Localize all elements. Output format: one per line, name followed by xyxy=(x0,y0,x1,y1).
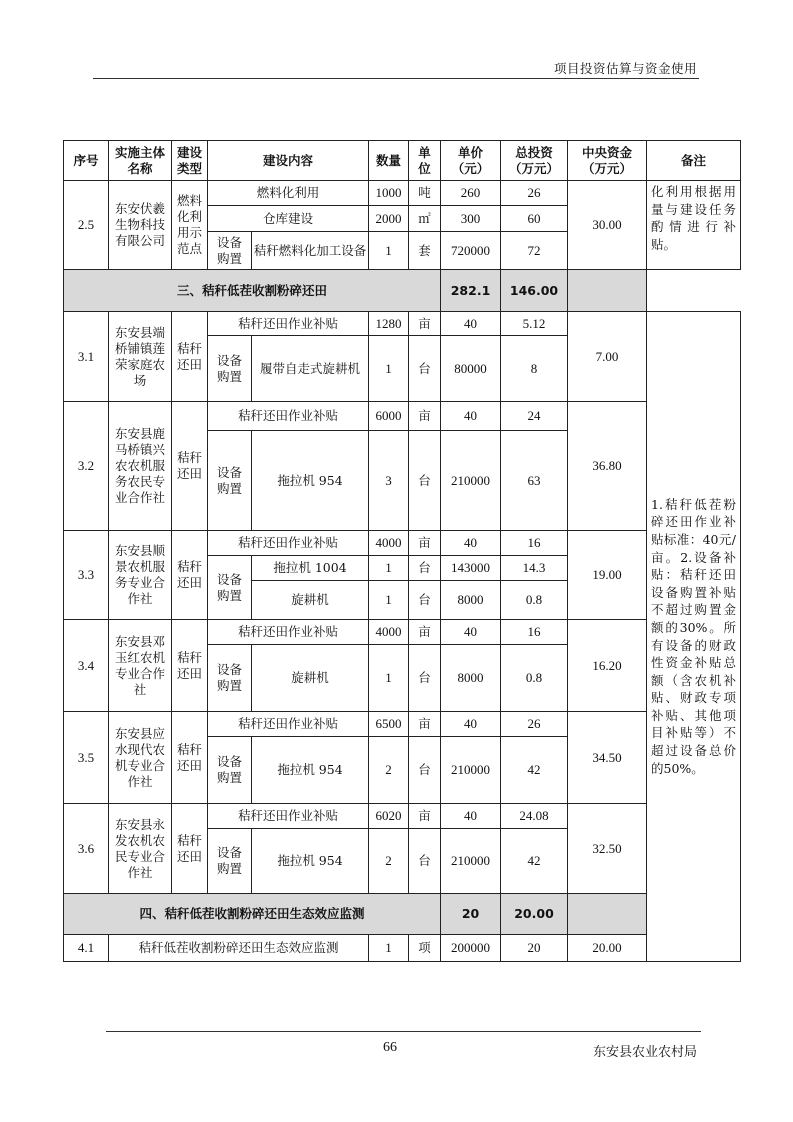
col-header-note: 备注 xyxy=(647,141,741,181)
row-total: 20 xyxy=(501,935,568,962)
row-content: 拖拉机 954 xyxy=(252,431,369,531)
row-central: 7.00 xyxy=(568,312,647,402)
row-total: 72 xyxy=(501,232,568,270)
row-price: 8000 xyxy=(441,581,501,620)
section-label: 四、秸秆低茬收割粉碎还田生态效应监测 xyxy=(64,894,441,935)
row-total: 24 xyxy=(501,402,568,431)
row-price: 40 xyxy=(441,531,501,556)
row-unit: 台 xyxy=(409,431,441,531)
col-header-type: 建设类型 xyxy=(172,141,208,181)
row-central: 34.50 xyxy=(568,712,647,804)
table-row xyxy=(64,935,741,962)
section-central: 20.00 xyxy=(501,894,568,935)
row-price: 40 xyxy=(441,402,501,431)
col-header-no: 序号 xyxy=(64,141,109,181)
row-entity: 东安县端桥铺镇莲荣家庭农场 xyxy=(109,312,172,402)
table-row xyxy=(64,620,741,645)
section-central: 146.00 xyxy=(501,270,568,312)
row-qty: 1 xyxy=(369,336,409,402)
row-price: 210000 xyxy=(441,829,501,894)
row-content: 秸秆还田作业补贴 xyxy=(208,531,369,556)
row-total: 26 xyxy=(501,181,568,206)
row-total: 16 xyxy=(501,531,568,556)
row-central: 16.20 xyxy=(568,620,647,712)
row-total: 26 xyxy=(501,712,568,737)
row-price: 8000 xyxy=(441,645,501,712)
row-price: 80000 xyxy=(441,336,501,402)
row-entity: 东安县鹿马桥镇兴农农机服务农民专业合作社 xyxy=(109,402,172,531)
row-unit: 台 xyxy=(409,581,441,620)
row-entity: 东安县永发农机农民专业合作社 xyxy=(109,804,172,894)
row-qty: 4000 xyxy=(369,531,409,556)
row-entity: 东安县应水现代农机专业合作社 xyxy=(109,712,172,804)
row-subtype: 设备购置 xyxy=(208,556,252,620)
row-unit: 亩 xyxy=(409,620,441,645)
row-no: 3.5 xyxy=(64,712,109,804)
row-subtype: 设备购置 xyxy=(208,431,252,531)
col-header-central: 中央资金（万元） xyxy=(568,141,647,181)
table-row xyxy=(64,712,741,737)
row-price: 40 xyxy=(441,312,501,336)
row-type: 秸秆还田 xyxy=(172,712,208,804)
row-no: 3.3 xyxy=(64,531,109,620)
table-row xyxy=(64,804,741,829)
row-qty: 2 xyxy=(369,737,409,804)
row-price: 300 xyxy=(441,206,501,232)
row-price: 200000 xyxy=(441,935,501,962)
row-total: 24.08 xyxy=(501,804,568,829)
row-content: 燃料化利用 xyxy=(208,181,369,206)
row-qty: 1000 xyxy=(369,181,409,206)
footer-organization: 东安县农业农村局 xyxy=(592,1045,697,1060)
row-content: 秸秆低茬收割粉碎还田生态效应监测 xyxy=(109,935,369,962)
section3-note: 1.秸秆低茬粉碎还田作业补贴标准：40元/亩。2.设备补贴：秸秆还田设备购置补贴不超过购置金额的30%。所有设备的财政性资金补贴总额（含农机补贴、财政专项补贴、其他项目补贴等）不超过设备总价的50%。 xyxy=(647,312,741,962)
row-price: 40 xyxy=(441,620,501,645)
row-price: 40 xyxy=(441,712,501,737)
row-unit: ㎡ xyxy=(409,206,441,232)
running-header-title: 项目投资估算与资金使用 xyxy=(553,61,697,76)
row-subtype: 设备购置 xyxy=(208,232,252,270)
header-rule xyxy=(93,78,699,79)
row-type: 秸秆还田 xyxy=(172,804,208,894)
row-unit: 亩 xyxy=(409,804,441,829)
section-label: 三、秸秆低茬收割粉碎还田 xyxy=(64,270,441,312)
row-total: 8 xyxy=(501,336,568,402)
section-total: 282.1 xyxy=(441,270,501,312)
row-qty: 6500 xyxy=(369,712,409,737)
row-type: 秸秆还田 xyxy=(172,312,208,402)
row-price: 720000 xyxy=(441,232,501,270)
row-qty: 1 xyxy=(369,935,409,962)
row-unit: 台 xyxy=(409,336,441,402)
row-content: 履带自走式旋耕机 xyxy=(252,336,369,402)
row-content: 秸秆还田作业补贴 xyxy=(208,712,369,737)
row-content: 秸秆还田作业补贴 xyxy=(208,620,369,645)
row-qty: 3 xyxy=(369,431,409,531)
row-total: 14.3 xyxy=(501,556,568,581)
row-content: 旋耕机 xyxy=(252,645,369,712)
row-subtype: 设备购置 xyxy=(208,645,252,712)
table-row xyxy=(64,181,741,206)
investment-table xyxy=(63,140,741,962)
row-total: 16 xyxy=(501,620,568,645)
row-unit: 台 xyxy=(409,645,441,712)
row-subtype: 设备购置 xyxy=(208,737,252,804)
row-total: 42 xyxy=(501,737,568,804)
row-central: 20.00 xyxy=(568,935,647,962)
section-row xyxy=(64,270,741,312)
row-qty: 1 xyxy=(369,581,409,620)
row-unit: 亩 xyxy=(409,531,441,556)
row-price: 210000 xyxy=(441,737,501,804)
col-header-price: 单价（元） xyxy=(441,141,501,181)
row-qty: 4000 xyxy=(369,620,409,645)
row-qty: 1280 xyxy=(369,312,409,336)
table-row xyxy=(64,531,741,556)
row-total: 0.8 xyxy=(501,645,568,712)
row-content: 秸秆燃料化加工设备 xyxy=(252,232,369,270)
row-unit: 项 xyxy=(409,935,441,962)
row-no: 4.1 xyxy=(64,935,109,962)
row-qty: 6000 xyxy=(369,402,409,431)
col-header-qty: 数量 xyxy=(369,141,409,181)
row-central: 32.50 xyxy=(568,804,647,894)
table-header-row xyxy=(64,141,741,181)
footer-rule xyxy=(106,1031,701,1032)
row-unit: 台 xyxy=(409,829,441,894)
row-unit: 台 xyxy=(409,556,441,581)
section-total: 20 xyxy=(441,894,501,935)
row-qty: 1 xyxy=(369,556,409,581)
row-central: 19.00 xyxy=(568,531,647,620)
row-total: 0.8 xyxy=(501,581,568,620)
row-qty: 2000 xyxy=(369,206,409,232)
section-note xyxy=(568,894,647,935)
row-note: 化利用根据用量与建设任务酌情进行补贴。 xyxy=(647,181,741,270)
row-total: 63 xyxy=(501,431,568,531)
row-price: 260 xyxy=(441,181,501,206)
page-number: 66 xyxy=(383,1040,397,1055)
row-unit: 台 xyxy=(409,737,441,804)
row-unit: 亩 xyxy=(409,312,441,336)
table-row xyxy=(64,312,741,336)
row-qty: 1 xyxy=(369,232,409,270)
col-header-unit: 单位 xyxy=(409,141,441,181)
row-unit: 吨 xyxy=(409,181,441,206)
row-no: 3.6 xyxy=(64,804,109,894)
row-unit: 套 xyxy=(409,232,441,270)
row-type: 秸秆还田 xyxy=(172,531,208,620)
row-price: 40 xyxy=(441,804,501,829)
row-qty: 2 xyxy=(369,829,409,894)
row-content: 旋耕机 xyxy=(252,581,369,620)
row-central: 36.80 xyxy=(568,402,647,531)
row-subtype: 设备购置 xyxy=(208,336,252,402)
col-header-total: 总投资（万元） xyxy=(501,141,568,181)
row-content: 拖拉机 1004 xyxy=(252,556,369,581)
row-content: 拖拉机 954 xyxy=(252,829,369,894)
col-header-entity: 实施主体名称 xyxy=(109,141,172,181)
row-type: 燃料化利用示范点 xyxy=(172,181,208,270)
row-total: 42 xyxy=(501,829,568,894)
row-price: 143000 xyxy=(441,556,501,581)
row-central: 30.00 xyxy=(568,181,647,270)
row-type: 秸秆还田 xyxy=(172,402,208,531)
row-unit: 亩 xyxy=(409,712,441,737)
section-row xyxy=(64,894,741,935)
row-type: 秸秆还田 xyxy=(172,620,208,712)
row-content: 拖拉机 954 xyxy=(252,737,369,804)
row-price: 210000 xyxy=(441,431,501,531)
row-subtype: 设备购置 xyxy=(208,829,252,894)
row-entity: 东安县邓玉红农机专业合作社 xyxy=(109,620,172,712)
table-row xyxy=(64,402,741,431)
row-entity: 东安伏羲生物科技有限公司 xyxy=(109,181,172,270)
row-unit: 亩 xyxy=(409,402,441,431)
row-content: 秸秆还田作业补贴 xyxy=(208,402,369,431)
col-header-content: 建设内容 xyxy=(208,141,369,181)
row-content: 秸秆还田作业补贴 xyxy=(208,312,369,336)
row-entity: 东安县顺景农机服务专业合作社 xyxy=(109,531,172,620)
row-qty: 6020 xyxy=(369,804,409,829)
row-no: 3.2 xyxy=(64,402,109,531)
row-no: 3.4 xyxy=(64,620,109,712)
row-content: 秸秆还田作业补贴 xyxy=(208,804,369,829)
row-content: 仓库建设 xyxy=(208,206,369,232)
row-qty: 1 xyxy=(369,645,409,712)
row-no: 2.5 xyxy=(64,181,109,270)
row-total: 5.12 xyxy=(501,312,568,336)
row-total: 60 xyxy=(501,206,568,232)
section-note xyxy=(568,270,647,312)
row-no: 3.1 xyxy=(64,312,109,402)
